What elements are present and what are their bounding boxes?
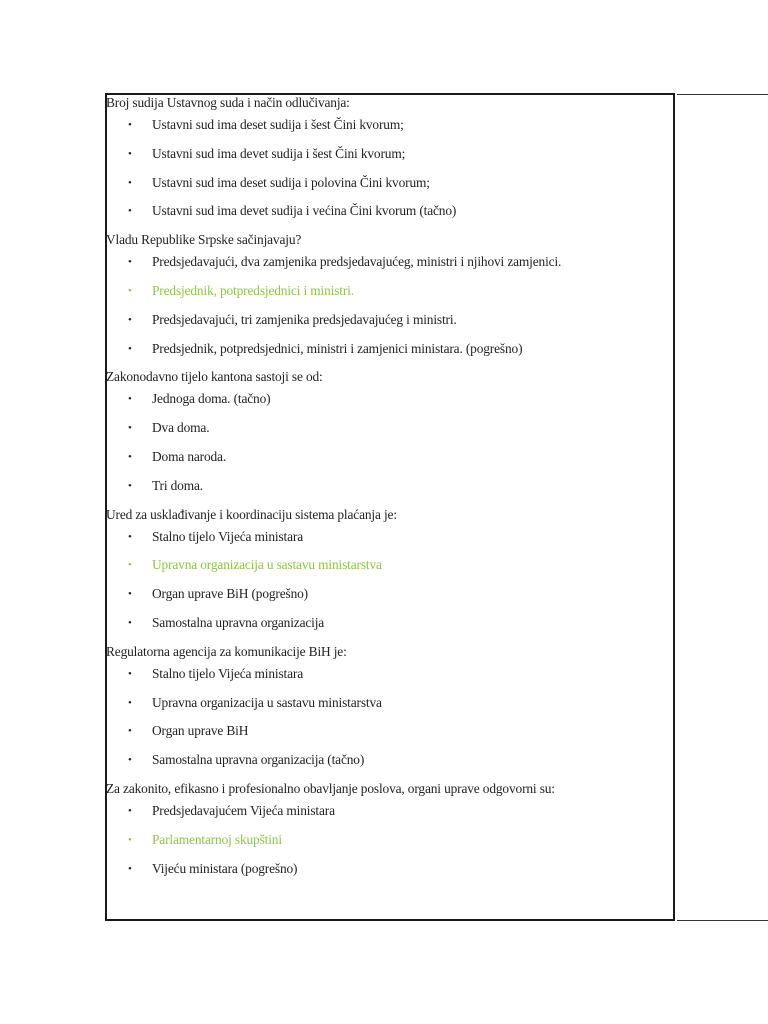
bullet-icon: • [128, 479, 132, 492]
question-block [106, 369, 672, 506]
bullet-icon: • [128, 804, 132, 817]
answer-item [106, 746, 672, 775]
answer-text: Ustavni sud ima devet sudija i šest Čini kvorum; [152, 145, 406, 161]
answer-list [106, 248, 672, 363]
answer-list [106, 111, 672, 226]
answer-text: Tri doma. [152, 477, 203, 493]
question-block [106, 95, 672, 232]
answer-text: Ustavni sud ima deset sudija i šest Čini kvorum; [152, 117, 404, 132]
answer-item [106, 443, 672, 472]
bullet-icon: • [128, 119, 132, 131]
answer-item [106, 197, 672, 226]
answer-item [106, 717, 672, 746]
answer-text: Predsjedavajući, tri zamjenika predsjedavajućeg i ministri. [152, 311, 457, 327]
answer-text: Samostalna upravna organizacija (tačno) [152, 752, 365, 768]
question-text: Vladu Republike Srpske sačinjavaju? [106, 232, 302, 248]
answer-item [106, 551, 672, 580]
answer-item [106, 414, 672, 443]
divider-line-top [677, 94, 768, 95]
question-text: Zakonodavno tijelo kantona sastoji se od: [106, 369, 323, 385]
question-block [106, 232, 672, 369]
answer-item [106, 609, 672, 638]
answer-item [106, 797, 672, 826]
bullet-icon: • [128, 833, 132, 846]
question-list [106, 95, 672, 883]
answer-item [106, 248, 672, 277]
answer-list [106, 660, 672, 775]
answer-text: Upravna organizacija u sastavu ministarstva [152, 557, 382, 573]
bullet-icon: • [128, 393, 132, 406]
answer-text: Predsjedavajući, dva zamjenika predsjedavajućeg, ministri i njihovi zamjenici. [152, 254, 562, 270]
question-text: Za zakonito, efikasno i profesionalno obavljanje poslova, organi uprave odgovorni su: [106, 780, 555, 796]
divider-line-bottom [677, 920, 768, 921]
answer-list [106, 385, 672, 500]
bullet-icon: • [128, 696, 132, 709]
question-block [106, 644, 672, 781]
question-text: Regulatorna agencija za komunikacije BiH je: [106, 643, 347, 659]
answer-text: Predsjedavajućem Vijeća ministara [152, 802, 335, 818]
bullet-icon: • [128, 342, 132, 355]
bullet-icon: • [128, 588, 132, 601]
answer-item [106, 472, 672, 501]
bullet-icon: • [128, 284, 132, 297]
answer-text: Vijeću ministara (pogrešno) [152, 860, 298, 876]
answer-item [106, 826, 672, 855]
answer-item [106, 689, 672, 718]
answer-text: Jednoga doma. (tačno) [152, 391, 271, 407]
answer-text: Parlamentarnoj skupštini [152, 831, 282, 847]
bullet-icon: • [128, 422, 132, 435]
answer-item [106, 580, 672, 609]
question-text: Ured za usklađivanje i koordinaciju sistema plaćanja je: [106, 506, 397, 522]
answer-text: Organ uprave BiH [152, 723, 249, 739]
bullet-icon: • [128, 450, 132, 463]
answer-item [106, 306, 672, 335]
answer-text: Dva doma. [152, 420, 210, 436]
bullet-icon: • [128, 616, 132, 629]
bullet-icon: • [128, 667, 132, 680]
bullet-icon: • [128, 313, 132, 326]
bullet-icon: • [128, 256, 132, 269]
answer-item [106, 523, 672, 552]
bullet-icon: • [128, 147, 132, 160]
answer-list [106, 523, 672, 638]
answer-list [106, 797, 672, 883]
answer-item [106, 385, 672, 414]
answer-item [106, 335, 672, 364]
answer-item [106, 855, 672, 884]
question-block [106, 781, 672, 883]
answer-text: Stalno tijelo Vijeća ministara [152, 528, 304, 544]
bullet-icon: • [128, 205, 132, 218]
answer-item [106, 277, 672, 306]
answer-item [106, 660, 672, 689]
answer-text: Predsjednik, potpredsjednici, ministri i zamjenici ministara. (pogrešno) [152, 340, 523, 356]
question-text: Broj sudija Ustavnog suda i način odlučivanja: [106, 95, 350, 110]
answer-text: Ustavni sud ima devet sudija i većina Čini kvorum (tačno) [152, 203, 457, 219]
answer-text: Samostalna upravna organizacija [152, 614, 325, 630]
bullet-icon: • [128, 559, 132, 572]
answer-text: Ustavni sud ima deset sudija i polovina Čini kvorum; [152, 174, 430, 190]
answer-item [106, 111, 672, 140]
answer-text: Doma naroda. [152, 448, 227, 464]
answer-text: Stalno tijelo Vijeća ministara [152, 665, 304, 681]
bullet-icon: • [128, 530, 132, 543]
bullet-icon: • [128, 725, 132, 738]
answer-text: Upravna organizacija u sastavu ministarstva [152, 694, 382, 710]
answer-item [106, 169, 672, 198]
bullet-icon: • [128, 176, 132, 189]
question-block [106, 507, 672, 644]
bullet-icon: • [128, 754, 132, 767]
answer-text: Organ uprave BiH (pogrešno) [152, 586, 308, 602]
answer-item [106, 140, 672, 169]
answer-text: Predsjednik, potpredsjednici i ministri. [152, 282, 354, 298]
bullet-icon: • [128, 862, 132, 875]
